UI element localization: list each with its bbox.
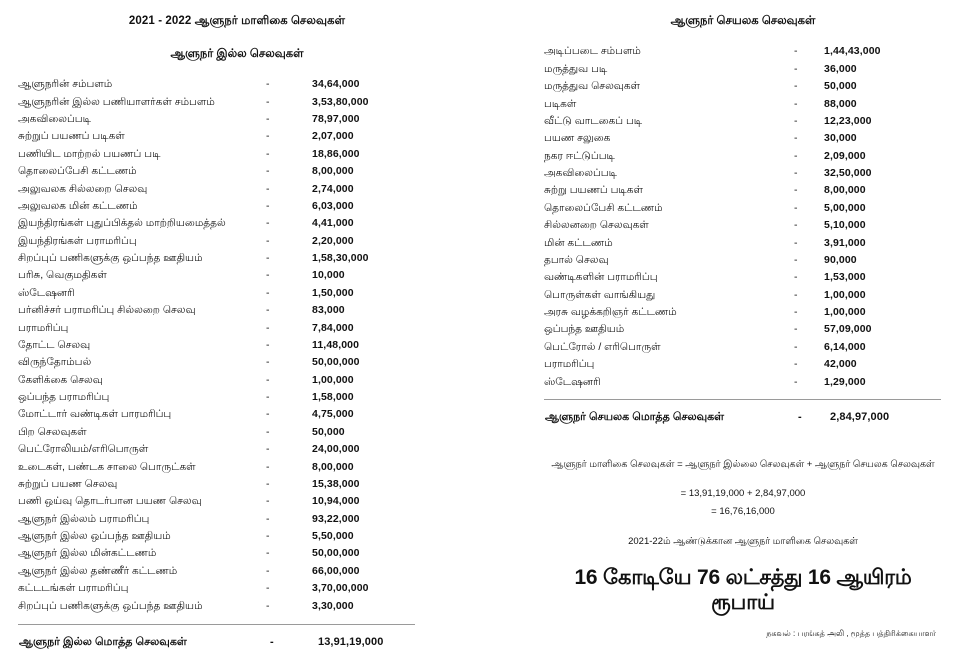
expense-label: ஒப்பந்த பராமரிப்பு <box>18 391 110 404</box>
summary-calculation-line-2: = 16,76,16,000 <box>711 505 775 517</box>
right-column <box>528 0 960 640</box>
summary-formula: ஆளுநர் மாளிகை செலவுகள் = ஆளுநர் இல்லை செலவுகள் + ஆளுநர் செயலக செலவுகள் <box>551 458 935 470</box>
expense-amount: 5,50,000 <box>312 530 354 543</box>
right-expense-table <box>544 43 942 391</box>
expense-amount: 57,09,000 <box>824 323 872 336</box>
expense-label: ஒப்பந்த ஊதியம் <box>544 323 625 336</box>
table-row <box>544 338 942 355</box>
table-row <box>18 215 456 232</box>
expense-amount: 3,91,000 <box>824 236 866 249</box>
expense-amount: 66,00,000 <box>312 564 360 577</box>
table-row <box>18 180 456 197</box>
expense-label: தோட்ட செலவு <box>18 338 91 351</box>
expense-amount: 93,22,000 <box>312 512 360 525</box>
expense-amount: 1,53,000 <box>824 271 866 284</box>
expense-separator-dash: - <box>266 460 270 473</box>
table-row <box>18 76 456 93</box>
expense-label: சில்லனறை செலவுகள் <box>544 219 649 232</box>
right-total-label: ஆளுநர் செயலக மொத்த செலவுகள் <box>545 411 725 424</box>
expense-label: தொலைப்பேசி கட்டணம் <box>544 201 663 214</box>
expense-label: ஆளுநர் இல்ல மின்கட்டணம் <box>18 547 157 560</box>
expense-separator-dash: - <box>266 165 270 178</box>
table-row <box>18 597 456 614</box>
expense-separator-dash: - <box>794 132 798 145</box>
expense-amount: 1,58,000 <box>312 391 354 404</box>
expense-label: உடைகள், பண்டக சாலை பொருட்கள் <box>18 460 196 473</box>
table-row <box>18 389 456 406</box>
expense-label: சுற்றுப் பயணப் படிகள் <box>18 130 125 143</box>
expense-separator-dash: - <box>266 512 270 525</box>
table-row <box>18 406 456 423</box>
right-total-amount: 2,84,97,000 <box>830 411 890 424</box>
expense-label: படிகள் <box>544 97 577 110</box>
expense-label: மோட்டார் வண்டிகள் பாரமரிப்பு <box>18 408 172 421</box>
expense-separator-dash: - <box>794 323 798 336</box>
table-row <box>544 43 942 60</box>
expense-label: அகவிலைப்படி <box>544 167 617 179</box>
expense-amount: 1,50,000 <box>312 286 354 299</box>
table-row <box>544 147 942 164</box>
expense-label: பெட்ரோல் / எரிபொருள் <box>544 340 661 353</box>
expense-amount: 10,000 <box>312 269 345 282</box>
expense-label: அலுவலக மின் கட்டணம் <box>18 199 138 212</box>
table-row <box>18 528 456 545</box>
expense-label: பணி ஒய்வு தொடர்பான பயண செலவு <box>18 495 202 508</box>
expense-separator-dash: - <box>266 495 270 508</box>
expense-label: அடிப்படை சம்பளம் <box>544 45 641 58</box>
expense-amount: 32,50,000 <box>824 167 872 179</box>
table-row <box>18 635 456 649</box>
expense-separator-dash: - <box>266 356 270 369</box>
table-row <box>544 199 942 216</box>
expense-amount: 12,23,000 <box>824 114 872 127</box>
table-row <box>18 423 456 440</box>
expense-separator-dash: - <box>266 599 270 612</box>
expense-separator-dash: - <box>266 234 270 247</box>
table-row <box>544 304 942 321</box>
table-row <box>18 562 456 579</box>
expense-amount: 83,000 <box>312 304 345 317</box>
expense-separator-dash: - <box>266 95 270 108</box>
expense-label: ஸ்டேஷனரி <box>544 375 601 388</box>
expense-amount: 2,74,000 <box>312 182 354 195</box>
expense-separator-dash: - <box>266 217 270 230</box>
expense-amount: 1,58,30,000 <box>312 252 369 265</box>
expense-separator-dash: - <box>794 375 798 388</box>
expense-separator-dash: - <box>794 62 798 75</box>
expense-amount: 5,00,000 <box>824 201 866 214</box>
expense-separator-dash: - <box>794 45 798 58</box>
expense-separator-dash: - <box>266 564 270 577</box>
table-row <box>18 111 456 128</box>
expense-separator-dash: - <box>794 149 798 162</box>
table-row <box>544 78 942 95</box>
expense-label: பணியிட மாற்றல் பயணப் படி <box>18 147 161 160</box>
expense-label: மின் கட்டணம் <box>544 236 613 249</box>
expense-amount: 2,20,000 <box>312 234 354 247</box>
table-row <box>18 250 456 267</box>
table-row <box>544 373 942 390</box>
expense-separator-dash: - <box>266 182 270 195</box>
table-row <box>544 130 942 147</box>
left-total-divider <box>18 624 415 625</box>
expense-amount: 4,75,000 <box>312 408 354 421</box>
expense-amount: 7,84,000 <box>312 321 354 334</box>
expense-amount: 6,14,000 <box>824 340 866 353</box>
expense-label: கேளிக்கை செலவு <box>18 373 103 386</box>
expense-amount: 2,07,000 <box>312 130 354 143</box>
expense-separator-dash: - <box>794 271 798 284</box>
expense-separator-dash: - <box>794 306 798 318</box>
expense-amount: 3,30,000 <box>312 599 354 612</box>
expense-amount: 11,48,000 <box>312 338 360 351</box>
table-row <box>544 60 942 77</box>
expense-separator-dash: - <box>266 425 270 438</box>
expense-separator-dash: - <box>794 288 798 301</box>
table-row <box>18 145 456 162</box>
expense-label: கட்டடங்கள் பராமரிப்பு <box>18 582 129 595</box>
expense-label: ஆளுநரின் சம்பளம் <box>18 78 113 91</box>
expense-label: ஆளுநரின் இல்ல பணியாளர்கள் சம்பளம் <box>18 95 215 108</box>
expense-separator-dash: - <box>266 321 270 334</box>
expense-amount: 42,000 <box>824 358 857 371</box>
grand-total-in-words: 16 கோடியே 76 லட்சத்து 16 ஆயிரம் ரூபாய் <box>574 565 912 614</box>
expense-label: தபால் செலவு <box>544 253 609 266</box>
expense-label: ஆளுநர் இல்ல ஒப்பந்த ஊதியம் <box>18 530 171 543</box>
expense-amount: 50,00,000 <box>312 356 360 369</box>
expense-amount: 8,00,000 <box>312 165 354 178</box>
expense-label: பிற செலவுகள் <box>18 425 87 438</box>
right-section-heading: ஆளுநர் செயலக செலவுகள் <box>670 15 816 27</box>
expense-amount: 8,00,000 <box>312 460 354 473</box>
expense-amount: 10,94,000 <box>312 495 360 508</box>
table-row <box>544 410 942 424</box>
expense-amount: 1,00,000 <box>824 288 866 301</box>
expense-label: ஆளுநர் இல்ல தண்ணீர் கட்டணம் <box>18 564 178 577</box>
table-row <box>18 476 456 493</box>
expense-label: இயந்திரங்கள் புதுப்பிக்தல் மாற்றியமைத்தல் <box>18 217 226 230</box>
table-row <box>544 95 942 112</box>
expense-separator-dash: - <box>794 114 798 127</box>
table-row <box>18 371 456 388</box>
expense-amount: 88,000 <box>824 97 857 110</box>
expense-amount: 90,000 <box>824 253 857 266</box>
page-title: 2021 - 2022 ஆளுநர் மாளிகை செலவுகள் <box>128 15 346 27</box>
left-total-row <box>18 635 456 649</box>
expense-separator-dash: - <box>266 477 270 490</box>
expense-label: பெட்ரோலியம்/எரிபொருள் <box>18 443 149 456</box>
expense-separator-dash: - <box>794 201 798 214</box>
expense-separator-dash: - <box>794 219 798 232</box>
left-total-label: ஆளுநர் இல்ல மொத்த செலவுகள் <box>19 635 187 648</box>
left-total-amount: 13,91,19,000 <box>318 635 384 648</box>
expense-amount: 3,53,80,000 <box>312 95 369 108</box>
table-row <box>18 458 456 475</box>
expense-separator-dash: - <box>266 582 270 595</box>
expense-separator-dash: - <box>266 547 270 560</box>
expense-separator-dash: - <box>794 97 798 110</box>
table-row <box>544 165 942 182</box>
expense-separator-dash: - <box>794 236 798 249</box>
left-total-dash: - <box>270 635 274 648</box>
expense-separator-dash: - <box>266 530 270 543</box>
table-row <box>18 545 456 562</box>
table-row <box>544 182 942 199</box>
table-row <box>544 356 942 373</box>
table-row <box>544 251 942 268</box>
table-row <box>18 198 456 215</box>
expense-label: ஸ்டேஷனரி <box>18 286 75 299</box>
expense-separator-dash: - <box>266 408 270 421</box>
expense-separator-dash: - <box>266 147 270 160</box>
table-row <box>18 580 456 597</box>
expense-label: பரிசு, வெகுமதிகள் <box>18 269 107 282</box>
table-row <box>18 163 456 180</box>
expense-label: சிறப்புப் பணிகளுக்கு ஒப்பந்த ஊதியம் <box>18 252 203 265</box>
expense-label: மருத்துவ படி <box>544 62 608 75</box>
expense-label: அகவிலைப்படி <box>18 113 91 126</box>
expense-amount: 24,00,000 <box>312 443 360 456</box>
expense-amount: 5,10,000 <box>824 219 866 232</box>
expense-amount: 1,29,000 <box>824 375 866 388</box>
expense-amount: 50,000 <box>312 425 345 438</box>
table-row <box>544 234 942 251</box>
expense-separator-dash: - <box>266 130 270 143</box>
table-row <box>544 217 942 234</box>
expense-label: மருத்துவ செலவுகள் <box>544 80 641 93</box>
table-row <box>544 269 942 286</box>
expense-label: விருந்தோம்பல் <box>18 356 92 369</box>
expense-label: நகர ஈட்டுப்படி <box>544 149 615 162</box>
expense-amount: 36,000 <box>824 62 857 75</box>
table-row <box>18 232 456 249</box>
expense-label: ஆளுநர் இல்லம் பராமரிப்பு <box>18 512 150 525</box>
expense-separator-dash: - <box>266 78 270 91</box>
expense-separator-dash: - <box>266 338 270 351</box>
expense-amount: 3,70,00,000 <box>312 582 369 595</box>
table-row <box>544 286 942 303</box>
left-expense-table <box>18 76 456 615</box>
summary-block <box>544 459 942 640</box>
table-row <box>544 321 942 338</box>
expense-separator-dash: - <box>794 340 798 353</box>
expense-separator-dash: - <box>266 199 270 212</box>
table-row <box>18 267 456 284</box>
expense-separator-dash: - <box>266 269 270 282</box>
source-credit: நகவல் : பரங்கத் அலி , மூத்த பத்திரிக்கையாளர் <box>766 629 936 639</box>
right-total-dash: - <box>798 411 802 424</box>
expense-amount: 30,000 <box>824 132 857 145</box>
left-section-heading: ஆளுநர் இல்ல செலவுகள் <box>170 47 304 60</box>
expense-label: பர்னிச்சர் பராமரிப்பு சில்லறை செலவு <box>18 304 196 317</box>
expense-amount: 78,97,000 <box>312 113 360 126</box>
expense-label: சுற்றுப் பயண செலவு <box>18 477 118 490</box>
expense-amount: 34,64,000 <box>312 78 360 91</box>
expense-amount: 4,41,000 <box>312 217 354 230</box>
table-row <box>18 493 456 510</box>
table-row <box>18 128 456 145</box>
expense-amount: 50,000 <box>824 80 857 93</box>
expense-amount: 50,00,000 <box>312 547 360 560</box>
summary-caption: 2021-22ம் ஆண்டுக்கான ஆளுநர் மாளிகை செலவுகள் <box>628 536 858 548</box>
left-column <box>0 0 470 649</box>
expense-separator-dash: - <box>266 373 270 386</box>
expense-amount: 18,86,000 <box>312 147 360 160</box>
expense-amount: 2,09,000 <box>824 149 866 162</box>
expense-separator-dash: - <box>266 113 270 126</box>
table-row <box>18 302 456 319</box>
expense-label: வண்டிகளின் பராமரிப்பு <box>544 271 658 284</box>
expense-amount: 8,00,000 <box>824 184 866 197</box>
expense-label: தொலைப்பேசி கட்டணம் <box>18 165 137 178</box>
expense-label: அலுவலக சில்லறை செலவு <box>18 182 148 195</box>
table-row <box>18 284 456 301</box>
expense-amount: 15,38,000 <box>312 477 360 490</box>
expense-separator-dash: - <box>794 253 798 266</box>
expense-label: பராமரிப்பு <box>18 321 69 334</box>
expense-amount: 1,00,000 <box>312 373 354 386</box>
expense-label: அரசு வழக்கறிஞர் கட்டணம் <box>544 306 677 318</box>
table-row <box>18 337 456 354</box>
expense-separator-dash: - <box>266 304 270 317</box>
expense-label: வீட்டு வாடகைப் படி <box>544 114 643 127</box>
expense-amount: 6,03,000 <box>312 199 354 212</box>
expense-separator-dash: - <box>266 443 270 456</box>
expense-separator-dash: - <box>266 391 270 404</box>
expense-amount: 1,44,43,000 <box>824 45 881 58</box>
expense-separator-dash: - <box>266 286 270 299</box>
expense-label: சிறப்புப் பணிகளுக்கு ஒப்பந்த ஊதியம் <box>18 599 203 612</box>
expense-label: இயந்திரங்கள் பராமரிப்பு <box>18 234 137 247</box>
table-row <box>18 354 456 371</box>
expense-separator-dash: - <box>794 184 798 197</box>
right-total-divider <box>544 399 941 400</box>
summary-calculation-line-1: = 13,91,19,000 + 2,84,97,000 <box>680 487 806 499</box>
expense-label: பயண சலுகை <box>544 132 611 145</box>
expense-separator-dash: - <box>794 167 798 179</box>
expense-amount: 1,00,000 <box>824 306 866 318</box>
table-row <box>18 510 456 527</box>
table-row <box>544 112 942 129</box>
expense-label: பராமரிப்பு <box>544 358 595 371</box>
expense-label: சுற்று பயணப் படிகள் <box>544 184 643 197</box>
table-row <box>18 93 456 110</box>
expense-separator-dash: - <box>266 252 270 265</box>
expense-separator-dash: - <box>794 80 798 93</box>
expense-separator-dash: - <box>794 358 798 371</box>
right-total-row <box>544 410 942 424</box>
expense-label: பொருள்கள் வாங்கியது <box>544 288 656 301</box>
table-row <box>18 319 456 336</box>
table-row <box>18 441 456 458</box>
